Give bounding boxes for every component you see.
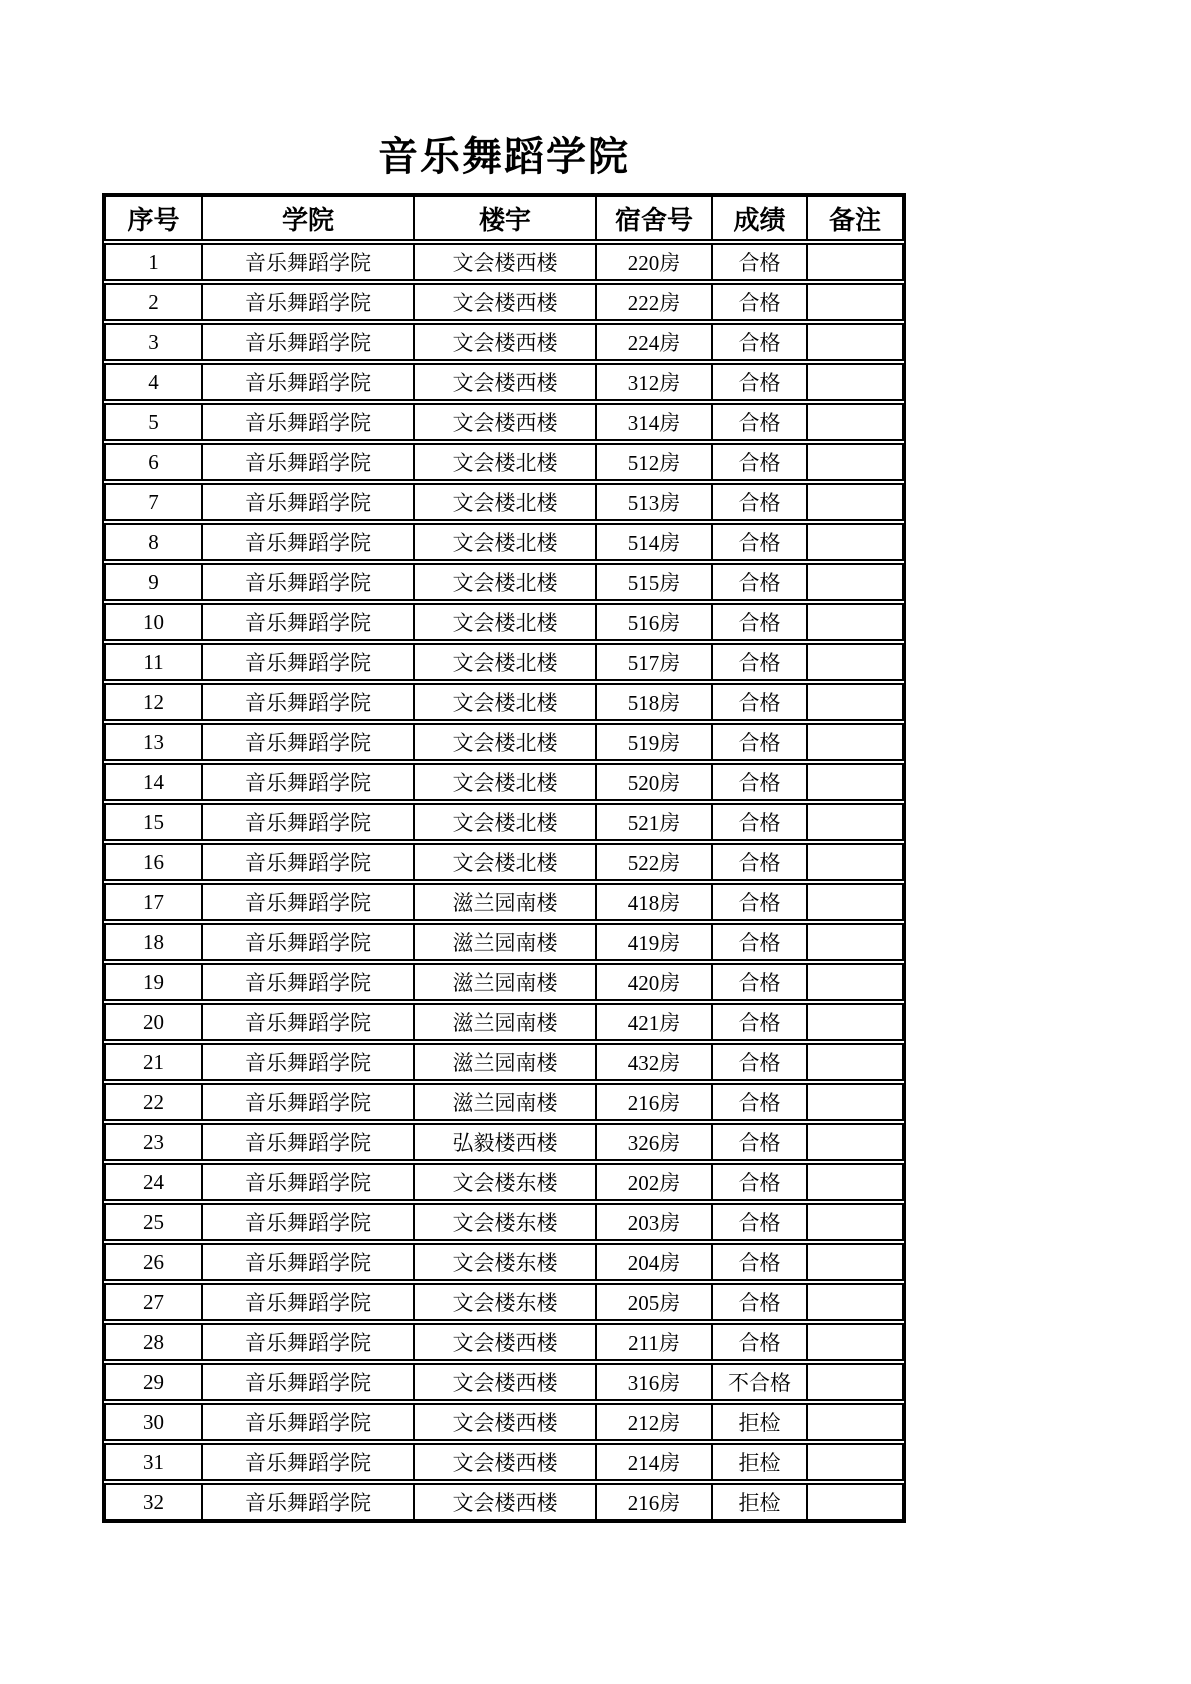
cell-result: 合格 [713, 443, 808, 481]
cell-remark [808, 803, 904, 841]
cell-result: 合格 [713, 923, 808, 961]
cell-remark [808, 323, 904, 361]
table-row [104, 563, 904, 601]
cell-remark [808, 523, 904, 561]
cell-remark [808, 763, 904, 801]
cell-result: 合格 [713, 843, 808, 881]
column-header-remark: 备注 [808, 195, 904, 241]
cell-college: 音乐舞蹈学院 [203, 1083, 415, 1121]
cell-college: 音乐舞蹈学院 [203, 363, 415, 401]
cell-remark [808, 1283, 904, 1321]
table-row [104, 683, 904, 721]
cell-room: 516房 [597, 603, 713, 641]
cell-result: 合格 [713, 603, 808, 641]
cell-room: 224房 [597, 323, 713, 361]
cell-college: 音乐舞蹈学院 [203, 483, 415, 521]
cell-result: 合格 [713, 1203, 808, 1241]
cell-result: 合格 [713, 1163, 808, 1201]
table-row [104, 803, 904, 841]
cell-no: 5 [104, 403, 203, 441]
cell-no: 11 [104, 643, 203, 681]
cell-result: 合格 [713, 1323, 808, 1361]
cell-building: 滋兰园南楼 [415, 923, 597, 961]
cell-college: 音乐舞蹈学院 [203, 843, 415, 881]
cell-remark [808, 1243, 904, 1281]
cell-result: 合格 [713, 803, 808, 841]
cell-no: 8 [104, 523, 203, 561]
table-row [104, 1003, 904, 1041]
cell-room: 420房 [597, 963, 713, 1001]
cell-college: 音乐舞蹈学院 [203, 323, 415, 361]
cell-college: 音乐舞蹈学院 [203, 1163, 415, 1201]
cell-building: 文会楼西楼 [415, 243, 597, 281]
cell-result: 合格 [713, 1283, 808, 1321]
cell-building: 滋兰园南楼 [415, 1043, 597, 1081]
header-row [104, 195, 904, 241]
cell-result: 合格 [713, 1243, 808, 1281]
cell-building: 文会楼西楼 [415, 1403, 597, 1441]
cell-college: 音乐舞蹈学院 [203, 1443, 415, 1481]
cell-no: 4 [104, 363, 203, 401]
cell-no: 10 [104, 603, 203, 641]
cell-room: 515房 [597, 563, 713, 601]
cell-no: 26 [104, 1243, 203, 1281]
table-row [104, 1123, 904, 1161]
cell-college: 音乐舞蹈学院 [203, 643, 415, 681]
cell-building: 文会楼北楼 [415, 643, 597, 681]
cell-building: 文会楼西楼 [415, 403, 597, 441]
cell-room: 204房 [597, 1243, 713, 1281]
cell-room: 314房 [597, 403, 713, 441]
cell-room: 202房 [597, 1163, 713, 1201]
cell-room: 211房 [597, 1323, 713, 1361]
cell-result: 合格 [713, 243, 808, 281]
cell-result: 合格 [713, 403, 808, 441]
cell-room: 312房 [597, 363, 713, 401]
cell-building: 文会楼北楼 [415, 803, 597, 841]
cell-no: 3 [104, 323, 203, 361]
cell-result: 合格 [713, 643, 808, 681]
table-row [104, 643, 904, 681]
cell-room: 522房 [597, 843, 713, 881]
cell-remark [808, 1123, 904, 1161]
cell-building: 滋兰园南楼 [415, 883, 597, 921]
cell-college: 音乐舞蹈学院 [203, 1283, 415, 1321]
cell-building: 滋兰园南楼 [415, 1083, 597, 1121]
cell-result: 合格 [713, 683, 808, 721]
cell-no: 14 [104, 763, 203, 801]
cell-building: 文会楼东楼 [415, 1243, 597, 1281]
cell-room: 418房 [597, 883, 713, 921]
cell-remark [808, 1043, 904, 1081]
cell-result: 合格 [713, 563, 808, 601]
cell-remark [808, 1003, 904, 1041]
cell-result: 拒检 [713, 1483, 808, 1521]
cell-no: 16 [104, 843, 203, 881]
table-row [104, 1443, 904, 1481]
table-row [104, 1363, 904, 1401]
cell-college: 音乐舞蹈学院 [203, 1123, 415, 1161]
cell-college: 音乐舞蹈学院 [203, 1323, 415, 1361]
cell-remark [808, 723, 904, 761]
column-header-room: 宿舍号 [597, 195, 713, 241]
cell-building: 文会楼北楼 [415, 483, 597, 521]
cell-no: 22 [104, 1083, 203, 1121]
cell-building: 文会楼东楼 [415, 1163, 597, 1201]
cell-room: 419房 [597, 923, 713, 961]
cell-no: 23 [104, 1123, 203, 1161]
cell-no: 20 [104, 1003, 203, 1041]
cell-room: 220房 [597, 243, 713, 281]
cell-building: 文会楼北楼 [415, 683, 597, 721]
page-title: 音乐舞蹈学院 [378, 134, 630, 179]
cell-no: 31 [104, 1443, 203, 1481]
cell-room: 205房 [597, 1283, 713, 1321]
cell-no: 18 [104, 923, 203, 961]
cell-remark [808, 603, 904, 641]
cell-college: 音乐舞蹈学院 [203, 563, 415, 601]
cell-college: 音乐舞蹈学院 [203, 803, 415, 841]
cell-no: 24 [104, 1163, 203, 1201]
table-row [104, 443, 904, 481]
table-row [104, 1043, 904, 1081]
cell-college: 音乐舞蹈学院 [203, 683, 415, 721]
cell-remark [808, 923, 904, 961]
cell-college: 音乐舞蹈学院 [203, 1363, 415, 1401]
cell-remark [808, 883, 904, 921]
cell-college: 音乐舞蹈学院 [203, 283, 415, 321]
cell-remark [808, 843, 904, 881]
cell-remark [808, 243, 904, 281]
cell-college: 音乐舞蹈学院 [203, 603, 415, 641]
cell-no: 17 [104, 883, 203, 921]
cell-no: 7 [104, 483, 203, 521]
table-row [104, 603, 904, 641]
cell-college: 音乐舞蹈学院 [203, 883, 415, 921]
cell-room: 514房 [597, 523, 713, 561]
cell-college: 音乐舞蹈学院 [203, 1003, 415, 1041]
cell-building: 文会楼北楼 [415, 563, 597, 601]
cell-room: 520房 [597, 763, 713, 801]
cell-college: 音乐舞蹈学院 [203, 523, 415, 561]
cell-result: 拒检 [713, 1403, 808, 1441]
cell-college: 音乐舞蹈学院 [203, 1483, 415, 1521]
cell-room: 214房 [597, 1443, 713, 1481]
cell-college: 音乐舞蹈学院 [203, 1403, 415, 1441]
cell-no: 25 [104, 1203, 203, 1241]
cell-room: 432房 [597, 1043, 713, 1081]
cell-room: 216房 [597, 1483, 713, 1521]
cell-college: 音乐舞蹈学院 [203, 1243, 415, 1281]
cell-building: 文会楼北楼 [415, 763, 597, 801]
cell-building: 文会楼东楼 [415, 1283, 597, 1321]
table-row [104, 243, 904, 281]
cell-result: 合格 [713, 1083, 808, 1121]
table-row [104, 923, 904, 961]
cell-room: 512房 [597, 443, 713, 481]
table-row [104, 963, 904, 1001]
cell-remark [808, 563, 904, 601]
cell-remark [808, 963, 904, 1001]
table-row [104, 883, 904, 921]
cell-building: 文会楼东楼 [415, 1203, 597, 1241]
inspection-table [104, 193, 904, 1523]
column-header-result: 成绩 [713, 195, 808, 241]
cell-result: 合格 [713, 1043, 808, 1081]
cell-college: 音乐舞蹈学院 [203, 403, 415, 441]
cell-room: 518房 [597, 683, 713, 721]
column-header-college: 学院 [203, 195, 415, 241]
cell-result: 合格 [713, 483, 808, 521]
cell-building: 文会楼西楼 [415, 1483, 597, 1521]
table-row [104, 1283, 904, 1321]
table-row [104, 1243, 904, 1281]
table-body [104, 243, 904, 1521]
cell-room: 513房 [597, 483, 713, 521]
table-row [104, 723, 904, 761]
cell-result: 合格 [713, 963, 808, 1001]
cell-no: 32 [104, 1483, 203, 1521]
cell-no: 1 [104, 243, 203, 281]
cell-no: 27 [104, 1283, 203, 1321]
cell-room: 519房 [597, 723, 713, 761]
cell-no: 19 [104, 963, 203, 1001]
cell-building: 滋兰园南楼 [415, 963, 597, 1001]
cell-college: 音乐舞蹈学院 [203, 243, 415, 281]
cell-room: 326房 [597, 1123, 713, 1161]
cell-no: 21 [104, 1043, 203, 1081]
table-row [104, 403, 904, 441]
cell-building: 文会楼西楼 [415, 1363, 597, 1401]
cell-college: 音乐舞蹈学院 [203, 763, 415, 801]
cell-remark [808, 1403, 904, 1441]
inspection-table-wrapper [102, 193, 906, 1523]
cell-remark [808, 283, 904, 321]
table-row [104, 1083, 904, 1121]
table-row [104, 363, 904, 401]
cell-remark [808, 1203, 904, 1241]
cell-result: 合格 [713, 323, 808, 361]
cell-remark [808, 1443, 904, 1481]
cell-college: 音乐舞蹈学院 [203, 963, 415, 1001]
cell-no: 12 [104, 683, 203, 721]
column-header-building: 楼宇 [415, 195, 597, 241]
table-header [104, 195, 904, 241]
table-row [104, 1483, 904, 1521]
cell-remark [808, 1483, 904, 1521]
cell-room: 517房 [597, 643, 713, 681]
cell-no: 30 [104, 1403, 203, 1441]
cell-building: 滋兰园南楼 [415, 1003, 597, 1041]
cell-room: 203房 [597, 1203, 713, 1241]
cell-no: 9 [104, 563, 203, 601]
table-row [104, 323, 904, 361]
cell-result: 合格 [713, 523, 808, 561]
table-row [104, 763, 904, 801]
cell-remark [808, 483, 904, 521]
cell-college: 音乐舞蹈学院 [203, 1043, 415, 1081]
cell-remark [808, 363, 904, 401]
table-row [104, 483, 904, 521]
cell-remark [808, 683, 904, 721]
cell-building: 文会楼西楼 [415, 323, 597, 361]
cell-room: 216房 [597, 1083, 713, 1121]
table-row [104, 523, 904, 561]
cell-result: 合格 [713, 1003, 808, 1041]
cell-no: 28 [104, 1323, 203, 1361]
cell-no: 2 [104, 283, 203, 321]
cell-college: 音乐舞蹈学院 [203, 923, 415, 961]
cell-remark [808, 403, 904, 441]
table-row [104, 1323, 904, 1361]
cell-building: 文会楼北楼 [415, 523, 597, 561]
cell-room: 421房 [597, 1003, 713, 1041]
cell-building: 文会楼西楼 [415, 1443, 597, 1481]
cell-college: 音乐舞蹈学院 [203, 723, 415, 761]
table-row [104, 1163, 904, 1201]
cell-room: 521房 [597, 803, 713, 841]
table-row [104, 1203, 904, 1241]
cell-result: 合格 [713, 1123, 808, 1161]
cell-remark [808, 1363, 904, 1401]
cell-remark [808, 1163, 904, 1201]
cell-room: 222房 [597, 283, 713, 321]
table-row [104, 1403, 904, 1441]
table-row [104, 843, 904, 881]
cell-remark [808, 643, 904, 681]
cell-no: 13 [104, 723, 203, 761]
column-header-no: 序号 [104, 195, 203, 241]
cell-college: 音乐舞蹈学院 [203, 443, 415, 481]
cell-result: 合格 [713, 723, 808, 761]
cell-building: 文会楼北楼 [415, 443, 597, 481]
cell-result: 合格 [713, 283, 808, 321]
cell-room: 316房 [597, 1363, 713, 1401]
table-row [104, 283, 904, 321]
cell-no: 6 [104, 443, 203, 481]
cell-room: 212房 [597, 1403, 713, 1441]
cell-result: 拒检 [713, 1443, 808, 1481]
cell-building: 文会楼北楼 [415, 603, 597, 641]
cell-building: 文会楼西楼 [415, 1323, 597, 1361]
cell-building: 文会楼北楼 [415, 723, 597, 761]
cell-remark [808, 1323, 904, 1361]
cell-building: 文会楼西楼 [415, 363, 597, 401]
cell-building: 文会楼北楼 [415, 843, 597, 881]
cell-building: 文会楼西楼 [415, 283, 597, 321]
cell-result: 不合格 [713, 1363, 808, 1401]
cell-college: 音乐舞蹈学院 [203, 1203, 415, 1241]
cell-building: 弘毅楼西楼 [415, 1123, 597, 1161]
cell-no: 29 [104, 1363, 203, 1401]
cell-no: 15 [104, 803, 203, 841]
cell-result: 合格 [713, 883, 808, 921]
cell-remark [808, 443, 904, 481]
cell-result: 合格 [713, 363, 808, 401]
cell-remark [808, 1083, 904, 1121]
cell-result: 合格 [713, 763, 808, 801]
